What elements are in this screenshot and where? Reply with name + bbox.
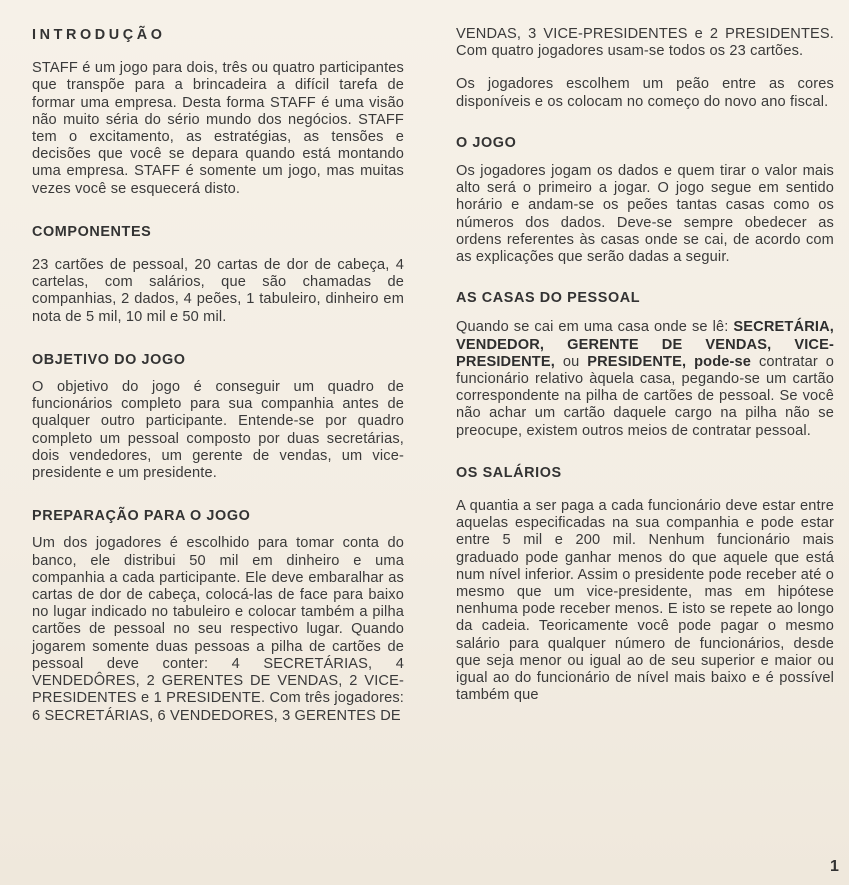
casas-roles: SECRETÁRIA, VENDEDOR, GERENTE DE VENDAS, VICE-PRESIDENTE,	[456, 319, 834, 370]
right-column	[456, 0, 834, 705]
peoes-paragraph: Os jogadores escolhem um peão entre as cores disponíveis e os colocam no começo do novo ano fiscal.	[456, 76, 834, 110]
intro-paragraph: STAFF é um jogo para dois, três ou quatro participantes que transpõe para a brincadeira a difícil tarefa de formar uma empresa. Desta forma STAFF é uma visão não muito séria do sério mundo dos negócios. STAFF tem o excitamento, as estratégias, as tensões e decisões que você se depara quando está montando uma empresa. STAFF é somente um jogo, mas muitas vezes você se esquecerá disto.	[32, 60, 404, 197]
jogo-heading: O JOGO	[456, 134, 517, 151]
componentes-paragraph: 23 cartões de pessoal, 20 cartas de dor de cabeça, 4 cartelas, com salários, que são chamadas de companhias, 2 dados, 4 peões, 1 tabuleiro, dinheiro em nota de 5 mil, 10 mil e 50 mil.	[32, 257, 404, 325]
casas-lead: Quando se cai em uma casa onde se lê:	[456, 319, 729, 336]
casas-ou: ou	[562, 353, 580, 370]
objetivo-heading: OBJETIVO DO JOGO	[32, 351, 186, 368]
casas-podese: pode-se	[694, 353, 752, 370]
jogo-paragraph: Os jogadores jogam os dados e quem tirar o valor mais alto será o primeiro a jogar. O jogo segue em sentido horário e andam-se os peões tantas casas como os números dos dados. Deve-se sempre obedecer as ordens referentes às casas onde se cai, de acordo com as explicações que serão dadas a seguir.	[456, 163, 834, 266]
preparacao-continued: VENDAS, 3 VICE-PRESIDENTES e 2 PRESIDENTES. Com quatro jogadores usam-se todos os 23 cartões.	[456, 26, 834, 60]
page-number: 1	[830, 858, 839, 875]
intro-heading: INTRODUÇÃO	[32, 27, 166, 43]
casas-heading: AS CASAS DO PESSOAL	[456, 290, 641, 307]
objetivo-paragraph: O objetivo do jogo é conseguir um quadro de funcionários completo para sua companhia antes de qualquer outro participante. Entende-se por quadro completo um pessoal composto por duas secretárias, dois vendedores, um gerente de vendas, um vice-presidente e um presidente.	[32, 379, 404, 482]
salarios-paragraph: A quantia a ser paga a cada funcionário deve estar entre aquelas especificadas na sua companhia e pode estar entre 5 mil e 200 mil. Nenhum funcionário mais graduado pode ganhar menos do que aquele que está num nível inferior. Assim o presidente pode receber até o mesmo que um vice-presidente, mas em hipótese nenhuma pode receber menos. E isto se repete ao longo da cadeia. Teoricamente você pode pagar o mesmo salário para qualquer número de funcionários, desde que seja menor ou igual ao de seu superior e maior ou igual ao do funcionário de nível mais baixo e é possível também que	[456, 498, 834, 704]
casas-presidente: PRESIDENTE,	[587, 353, 687, 370]
salarios-heading: OS SALÁRIOS	[456, 464, 562, 481]
casas-rest: contratar o funcionário relativo àquela casa, pegando-se um cartão correspondente na pilha de cartões de pessoal. Se você não achar um cartão daquele cargo na pilha não se preocupe, existem outros meios de contratar pessoal.	[456, 353, 834, 439]
preparacao-paragraph: Um dos jogadores é escolhido para tomar conta do banco, ele distribui 50 mil em dinheiro e uma companhia a cada participante. Ele deve embaralhar as cartas de dor de cabeça, colocá-las de face para baixo no lugar indicado no tabuleiro e colocar também a pilha cartões de pessoal no seu respectivo lugar. Quando jogarem somente duas pessoas a pilha de cartões de pessoal deve conter: 4 SECRETÁRIAS, 4 VENDEDÔRES, 2 GERENTES DE VENDAS, 2 VICE-PRESIDENTES e 1 PRESIDENTE. Com três jogadores: 6 SECRETÁRIAS, 6 VENDEDORES, 3 GERENTES DE	[32, 535, 404, 724]
casas-paragraph	[456, 319, 834, 439]
left-column	[32, 0, 404, 725]
componentes-heading: COMPONENTES	[32, 223, 152, 240]
preparacao-heading: PREPARAÇÃO PARA O JOGO	[32, 508, 251, 525]
